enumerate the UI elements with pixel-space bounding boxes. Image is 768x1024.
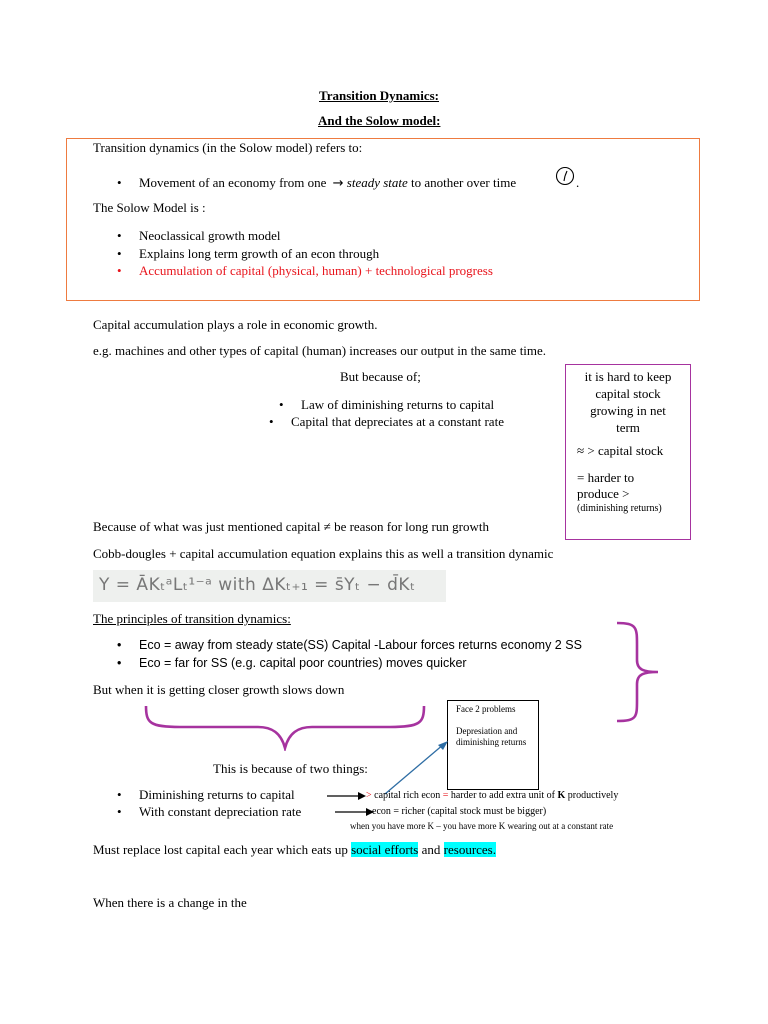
side-note-line7: produce >: [577, 486, 630, 501]
note-econ-richer: econ = richer (capital stock must be bigger): [372, 806, 547, 817]
bullet-diminishing-returns: • Diminishing returns to capital: [139, 788, 295, 803]
solow-label: The Solow Model is :: [93, 200, 206, 215]
right-arrow-icon-1: [326, 790, 368, 802]
side-note-heading: [565, 368, 691, 436]
side-note-line5: ≈ > capital stock: [577, 443, 664, 458]
paragraph-growth-slows: But when it is getting closer growth slows down: [93, 682, 345, 697]
bullet-diminishing-law: • Law of diminishing returns to capital: [301, 398, 494, 413]
problems-box: [447, 700, 539, 790]
highlight-resources: resources.: [443, 842, 496, 857]
right-arrow-icon-2: [334, 806, 376, 818]
side-note-line3: growing in net: [590, 403, 666, 418]
side-note-line4: term: [616, 420, 640, 435]
bullet-movement-text-a: Movement of an economy from one: [139, 175, 327, 190]
note-harder: harder to add extra unit of: [450, 790, 555, 801]
side-note-line6: = harder to: [577, 470, 635, 485]
diagonal-arrow-icon: [382, 738, 452, 798]
paragraph-change: When there is a change in the: [93, 895, 247, 910]
note-productively: productively: [567, 790, 619, 801]
highlight-social-efforts: social efforts: [351, 842, 419, 857]
problems-box-line2: Depresiation and diminishing returns: [456, 726, 527, 747]
paragraph-must-replace: [93, 843, 496, 858]
must-replace-text: Must replace lost capital each year which eats up: [93, 842, 348, 857]
paragraph-not-long-run: Because of what was just mentioned capital ≠ be reason for long run growth: [93, 519, 489, 534]
problems-box-line1: Face 2 problems: [456, 704, 516, 714]
bullet-movement-steady-state: steady state: [346, 175, 408, 190]
note-equals: =: [442, 790, 449, 801]
side-note-line8: (diminishing returns): [577, 503, 662, 514]
note-k: K: [557, 790, 566, 801]
bullet-movement: [139, 176, 516, 192]
bullet-movement-period: .: [576, 175, 580, 190]
principle-far: • Eco = far for SS (e.g. capital poor countries) moves quicker: [139, 656, 467, 670]
definition-intro: Transition dynamics (in the Solow model) refers to:: [93, 140, 363, 155]
side-note-line1: it is hard to keep: [584, 369, 672, 384]
must-replace-and: and: [421, 842, 441, 857]
paragraph-cobb-douglas: Cobb-dougles + capital accumulation equation explains this as well a transition dynamic: [93, 546, 554, 561]
clock-icon: [555, 166, 575, 186]
bullet-depreciation: • Capital that depreciates at a constant rate: [291, 415, 504, 430]
paragraph-example: e.g. machines and other types of capital (human) increases our output in the same time.: [93, 343, 547, 358]
but-because-of: But because of;: [340, 369, 421, 384]
right-arrow-icon: →: [332, 176, 344, 191]
right-curly-brace-icon: [612, 620, 662, 724]
formula-text: Y = ĀKₜᵃLₜ¹⁻ᵃ with ΔKₜ₊₁ = s̄Yₜ − d̄Kₜ: [99, 575, 416, 595]
note-capital-rich-econ: capital rich econ: [374, 790, 441, 801]
bullet-neoclassical: • Neoclassical growth model: [139, 229, 281, 244]
side-note-line2: capital stock: [595, 386, 661, 401]
note-gt: >: [366, 790, 372, 801]
title-solow-model: And the Solow model:: [318, 113, 441, 128]
principles-title: The principles of transition dynamics:: [93, 611, 291, 626]
paragraph-capital-accumulation: Capital accumulation plays a role in economic growth.: [93, 317, 378, 332]
bullet-explains: • Explains long term growth of an econ through: [139, 247, 379, 262]
bullet-constant-depreciation: • With constant depreciation rate: [139, 805, 301, 820]
principle-away: • Eco = away from steady state(SS) Capital -Labour forces returns economy 2 SS: [139, 638, 582, 652]
bullet-accumulation: • Accumulation of capital (physical, human) + technological progress: [139, 264, 493, 279]
formula-image: [93, 570, 446, 602]
bullet-movement-text-c: to another over time: [411, 175, 517, 190]
note-capital-rich: [366, 790, 618, 802]
title-transition-dynamics: Transition Dynamics:: [319, 88, 440, 103]
note-wearing-out: when you have more K – you have more K wearing out at a constant rate: [350, 821, 614, 831]
two-things: This is because of two things:: [213, 761, 368, 776]
